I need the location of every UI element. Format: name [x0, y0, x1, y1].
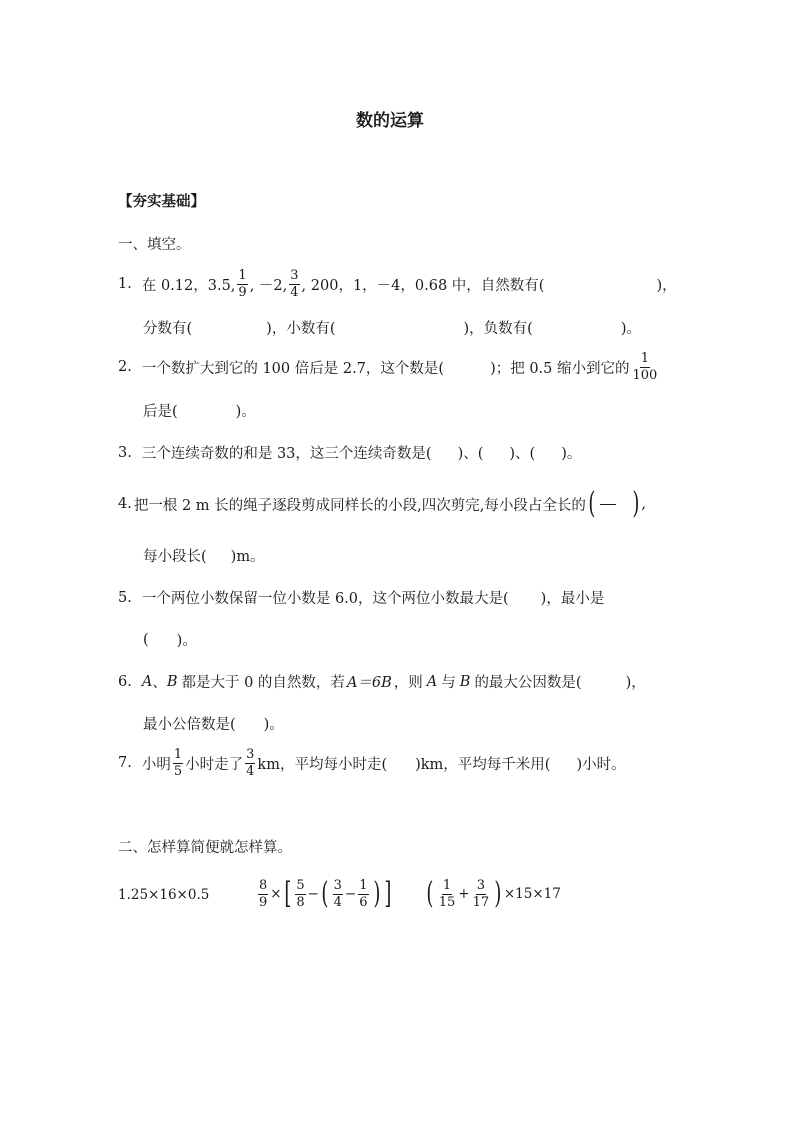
question-3	[118, 442, 581, 463]
question-text: 在 0.12，3.5,	[141, 277, 236, 294]
calc-expression-1: 1.25×16×0.5	[118, 887, 210, 903]
question-number: 5.	[118, 589, 132, 606]
fraction	[245, 748, 255, 778]
question-text: 三个连续奇数的和是 33，这三个连续奇数是(	[141, 446, 432, 462]
question-text: )，小数有(	[266, 321, 336, 337]
operator-minus: −	[344, 886, 357, 902]
numerator: 1	[359, 877, 368, 893]
question-text: 一个两位小数保留一位小数是 6.0，这个两位小数最大是(	[141, 591, 509, 607]
denominator: 4	[333, 894, 342, 910]
question-text: )小时。	[576, 756, 626, 773]
question-4-line-1	[118, 484, 646, 524]
question-4-line-2	[143, 545, 265, 566]
numerator: 1	[238, 267, 247, 283]
fraction-blank[interactable]	[600, 493, 616, 516]
question-text: 每小段长(	[143, 549, 207, 565]
question-text: 与	[441, 675, 456, 691]
fraction	[237, 269, 247, 299]
question-text: 、	[152, 675, 167, 691]
question-text: )、(	[457, 446, 484, 462]
calc-expression-3	[424, 873, 561, 915]
denominator: 9	[238, 284, 247, 300]
equation: A＝6B	[346, 675, 392, 691]
question-text: 后是(	[143, 404, 178, 420]
question-text: 一个数扩大到它的 100 倍后是 2.7，这个数是(	[141, 360, 445, 377]
calc-tail: ×15×17	[503, 886, 561, 902]
fraction	[173, 748, 183, 778]
question-number: 1.	[118, 276, 132, 292]
part2-heading: 二、怎样算简便就怎样算。	[118, 840, 292, 856]
question-7	[118, 744, 626, 782]
numerator: 1	[173, 746, 183, 762]
page-title: 数的运算	[356, 111, 424, 131]
operator-plus: +	[458, 886, 470, 902]
left-paren: (	[426, 876, 434, 911]
variable-a: A	[426, 673, 438, 690]
question-number: 3.	[118, 444, 132, 461]
question-text: )。	[561, 446, 582, 462]
denominator: 4	[290, 284, 299, 300]
question-text: 小明	[141, 756, 171, 773]
fraction	[358, 879, 368, 909]
denominator-blank[interactable]	[607, 505, 609, 516]
numerator: 5	[296, 877, 305, 893]
numerator-blank[interactable]	[600, 493, 616, 505]
numerator: 1	[640, 350, 650, 366]
question-number: 7.	[118, 755, 132, 771]
question-number: 6.	[118, 673, 132, 690]
question-text: )；把 0.5 缩小到它的	[490, 360, 630, 377]
question-1-line-2	[143, 317, 641, 338]
fraction	[472, 879, 491, 909]
question-text: 把一根 2 m 长的绳子逐段剪成同样长的小段,四次剪完,每小段占全长的	[133, 497, 586, 514]
operator-minus: −	[307, 886, 319, 902]
fraction	[438, 879, 457, 909]
variable-a: A	[141, 673, 153, 690]
fraction	[632, 352, 659, 382]
question-text: ，则	[393, 675, 423, 691]
denominator: 5	[173, 763, 183, 779]
question-text: 最小公倍数是(	[143, 717, 236, 733]
question-number: 4.	[118, 496, 132, 512]
question-2-line-1	[118, 349, 660, 385]
question-text: )，	[656, 277, 677, 294]
numerator: 1	[442, 877, 452, 893]
operator-times: ×	[270, 886, 282, 902]
left-bracket: [	[283, 876, 291, 911]
denominator: 6	[359, 894, 368, 910]
denominator: 4	[246, 763, 255, 779]
question-text: 分数有(	[143, 321, 193, 337]
numerator: 3	[290, 267, 299, 283]
numerator: 8	[259, 877, 268, 893]
denominator: 100	[632, 367, 658, 383]
question-number: 2.	[118, 359, 132, 375]
question-text: 小时走了	[185, 756, 244, 773]
right-paren: )	[494, 876, 502, 911]
question-text: )。	[620, 321, 641, 337]
question-6-line-1	[118, 671, 646, 692]
question-text: ,	[641, 496, 646, 512]
question-text: )m。	[230, 549, 265, 565]
fraction	[333, 879, 343, 909]
question-6-line-2	[143, 713, 284, 734]
denominator: 17	[472, 894, 490, 910]
question-text: )，最小是	[540, 591, 605, 607]
fraction	[258, 879, 268, 909]
question-text: )。	[235, 404, 256, 420]
part1-heading: 一、填空。	[118, 237, 191, 253]
section-heading-basic: 【夯实基础】	[118, 193, 205, 210]
fraction	[289, 269, 299, 299]
question-1-line-1	[118, 266, 677, 302]
right-paren: )	[631, 486, 639, 521]
right-bracket: ]	[384, 876, 392, 911]
denominator: 15	[438, 894, 456, 910]
denominator: 9	[259, 894, 268, 910]
question-text: )，负数有(	[463, 321, 533, 337]
question-text: )km，平均每千米用(	[415, 756, 551, 773]
question-text: , 200，1，－4，0.68 中，自然数有(	[301, 277, 545, 294]
question-text: )。	[176, 633, 197, 649]
fraction	[295, 879, 305, 909]
question-text: )。	[263, 717, 284, 733]
question-5-line-2	[143, 629, 197, 650]
question-text: 都是大于 0 的自然数，若	[181, 675, 345, 691]
question-text: , －2,	[249, 277, 288, 294]
question-text: km，平均每小时走(	[257, 756, 388, 773]
question-text: 的最大公因数是(	[474, 675, 582, 691]
variable-b: B	[459, 673, 471, 690]
calc-expression-2	[256, 873, 394, 915]
numerator: 3	[246, 746, 255, 762]
right-paren: )	[372, 876, 380, 911]
question-text: )，	[625, 675, 646, 691]
denominator: 8	[296, 894, 305, 910]
question-2-line-2	[143, 400, 256, 421]
variable-b: B	[166, 673, 178, 690]
left-paren: (	[321, 876, 329, 911]
question-5-line-1	[118, 587, 604, 608]
question-text: )、(	[509, 446, 536, 462]
left-paren: (	[588, 486, 596, 521]
numerator: 3	[333, 877, 342, 893]
question-text: (	[143, 631, 149, 648]
numerator: 3	[476, 877, 485, 893]
